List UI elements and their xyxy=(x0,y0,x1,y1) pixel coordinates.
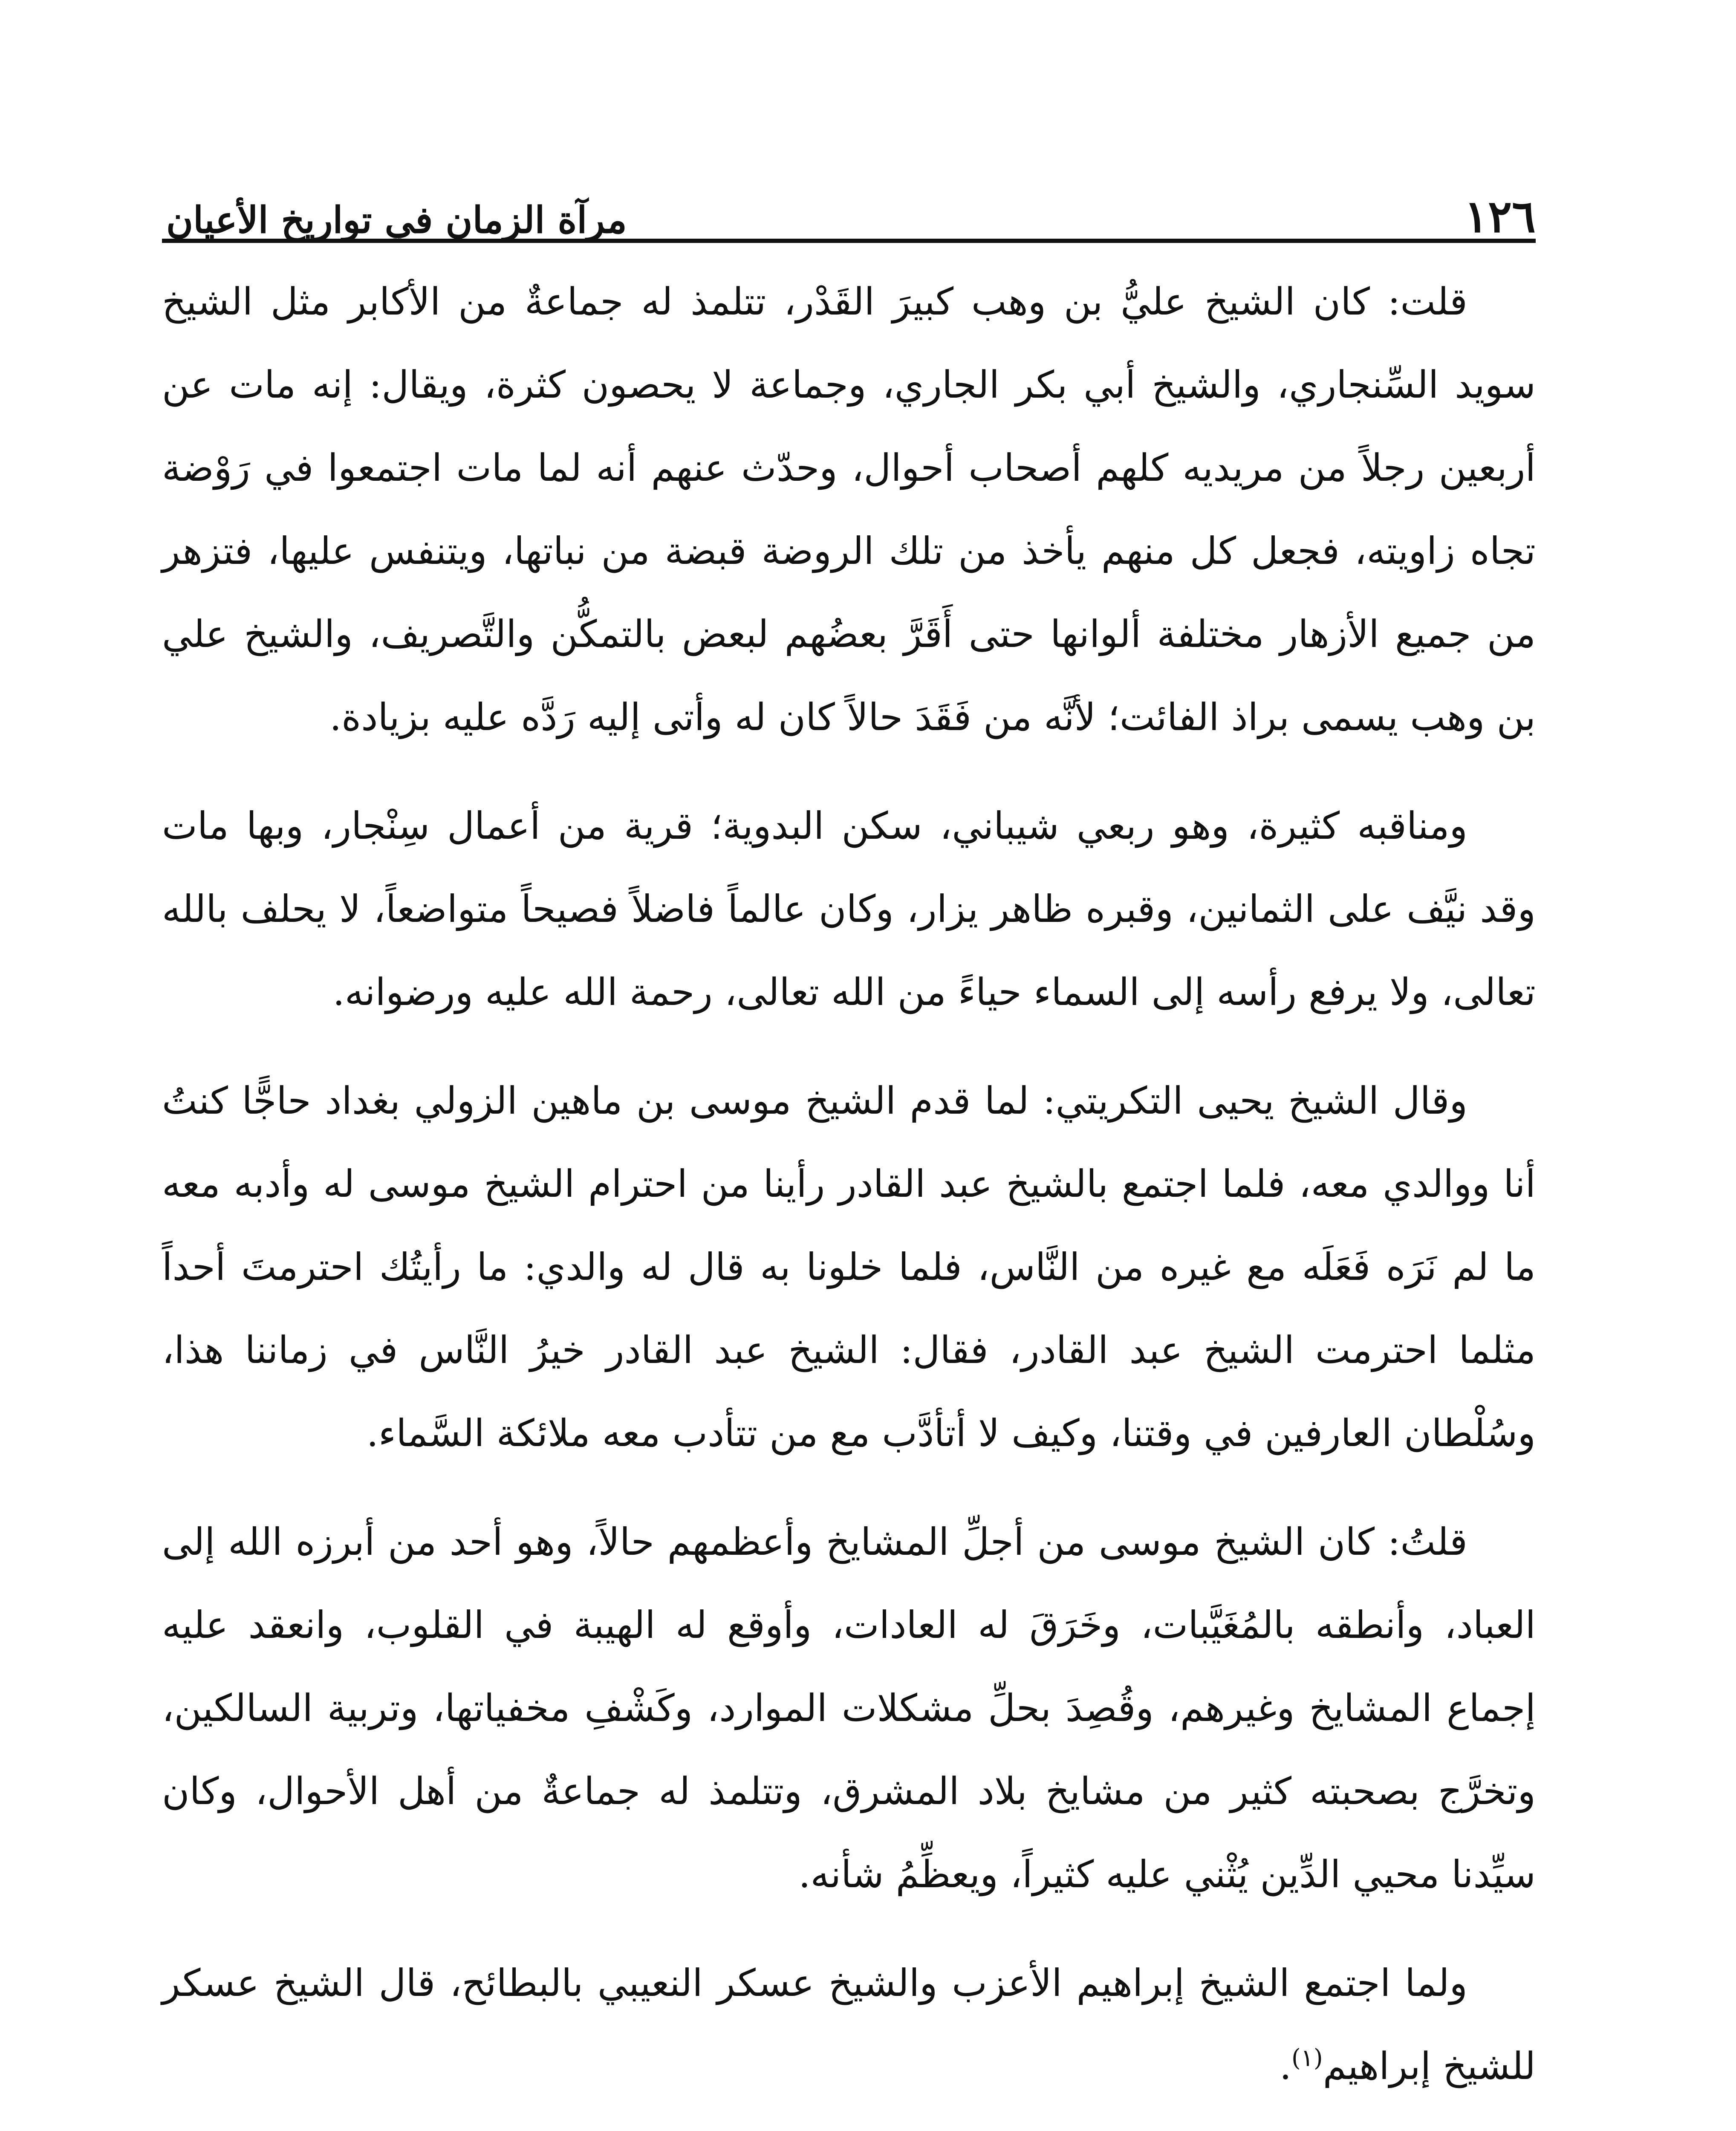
running-title: مرآة الزمان في تواريخ الأعيان xyxy=(166,199,627,242)
header-rule xyxy=(162,239,1536,243)
page-number: ١٢٦ xyxy=(1464,190,1536,243)
paragraph-last-text: ولما اجتمع الشيخ إبراهيم الأعزب والشيخ عسكر النعيبي بالبطائح، قال الشيخ عسكر للشيخ إبراهيم xyxy=(162,1961,1536,2088)
paragraph: ومناقبه كثيرة، وهو ربعي شيباني، سكن البدوية؛ قرية من أعمال سِنْجار، وبها مات وقد نيَّف على الثمانين، وقبره ظاهر يزار، وكان عالماً فاضلاً فصيحاً متواضعاً، لا يحلف بالله تعالى، ولا يرفع رأسه إلى السماء حياءً من الله تعالى، رحمة الله عليه ورضوانه. xyxy=(162,804,1536,1014)
paragraph: قلتُ: كان الشيخ موسى من أجلِّ المشايخ وأعظمهم حالاً، وهو أحد من أبرزه الله إلى العباد، وأنطقه بالمُغَيَّبات، وخَرَقَ له العادات، وأوقع له الهيبة في القلوب، وانعقد عليه إجماع المشايخ وغيرهم، وقُصِدَ بحلِّ مشكلات الموارد، وكَشْفِ مخفياتها، وتربية السالكين، وتخرَّج بصحبته كثير من مشايخ بلاد المشرق، وتتلمذ له جماعةٌ من أهل الأحوال، وكان سيِّدنا محيي الدِّين يُثْني عليه كثيراً، ويعظِّمُ شأنه. xyxy=(162,1520,1536,1896)
paragraph-last-end: . xyxy=(1279,2044,1291,2088)
paragraph: قلت: كان الشيخ عليُّ بن وهب كبيرَ القَدْر، تتلمذ له جماعةٌ من الأكابر مثل الشيخ سويد السِّنجاري، والشيخ أبي بكر الجاري، وجماعة لا يحصون كثرة، ويقال: إنه مات عن أربعين رجلاً من مريديه كلهم أصحاب أحوال، وحدّث عنهم أنه لما مات اجتمعوا في رَوْضة تجاه زاويته، فجعل كل منهم يأخذ من تلك الروضة قبضة من نباتها، ويتنفس عليها، فتزهر من جميع الأزهار مختلفة ألوانها حتى أَقَرَّ بعضُهم لبعض بالتمكُّن والتَّصريف، والشيخ علي بن وهب يسمى براذ الفائت؛ لأنَّه من فَقَدَ حالاً كان له وأتى إليه رَدَّه عليه بزيادة. xyxy=(162,280,1536,739)
footnote-reference: (١) xyxy=(1291,2044,1323,2072)
page-header xyxy=(166,166,1536,243)
body-text xyxy=(162,260,1536,2131)
paragraph: وقال الشيخ يحيى التكريتي: لما قدم الشيخ موسى بن ماهين الزولي بغداد حاجًّا كنتُ أنا ووالدي معه، فلما اجتمع بالشيخ عبد القادر رأينا من احترام الشيخ موسى له وأدبه معه ما لم نَرَه فَعَلَه مع غيره من النَّاس، فلما خلونا به قال له والدي: ما رأيتُك احترمتَ أحداً مثلما احترمت الشيخ عبد القادر، فقال: الشيخ عبد القادر خيرُ النَّاس في زماننا هذا، وسُلْطان العارفين في وقتنا، وكيف لا أتأدَّب مع من تتأدب معه ملائكة السَّماء. xyxy=(162,1079,1536,1455)
paragraph-last xyxy=(162,1941,1536,2108)
